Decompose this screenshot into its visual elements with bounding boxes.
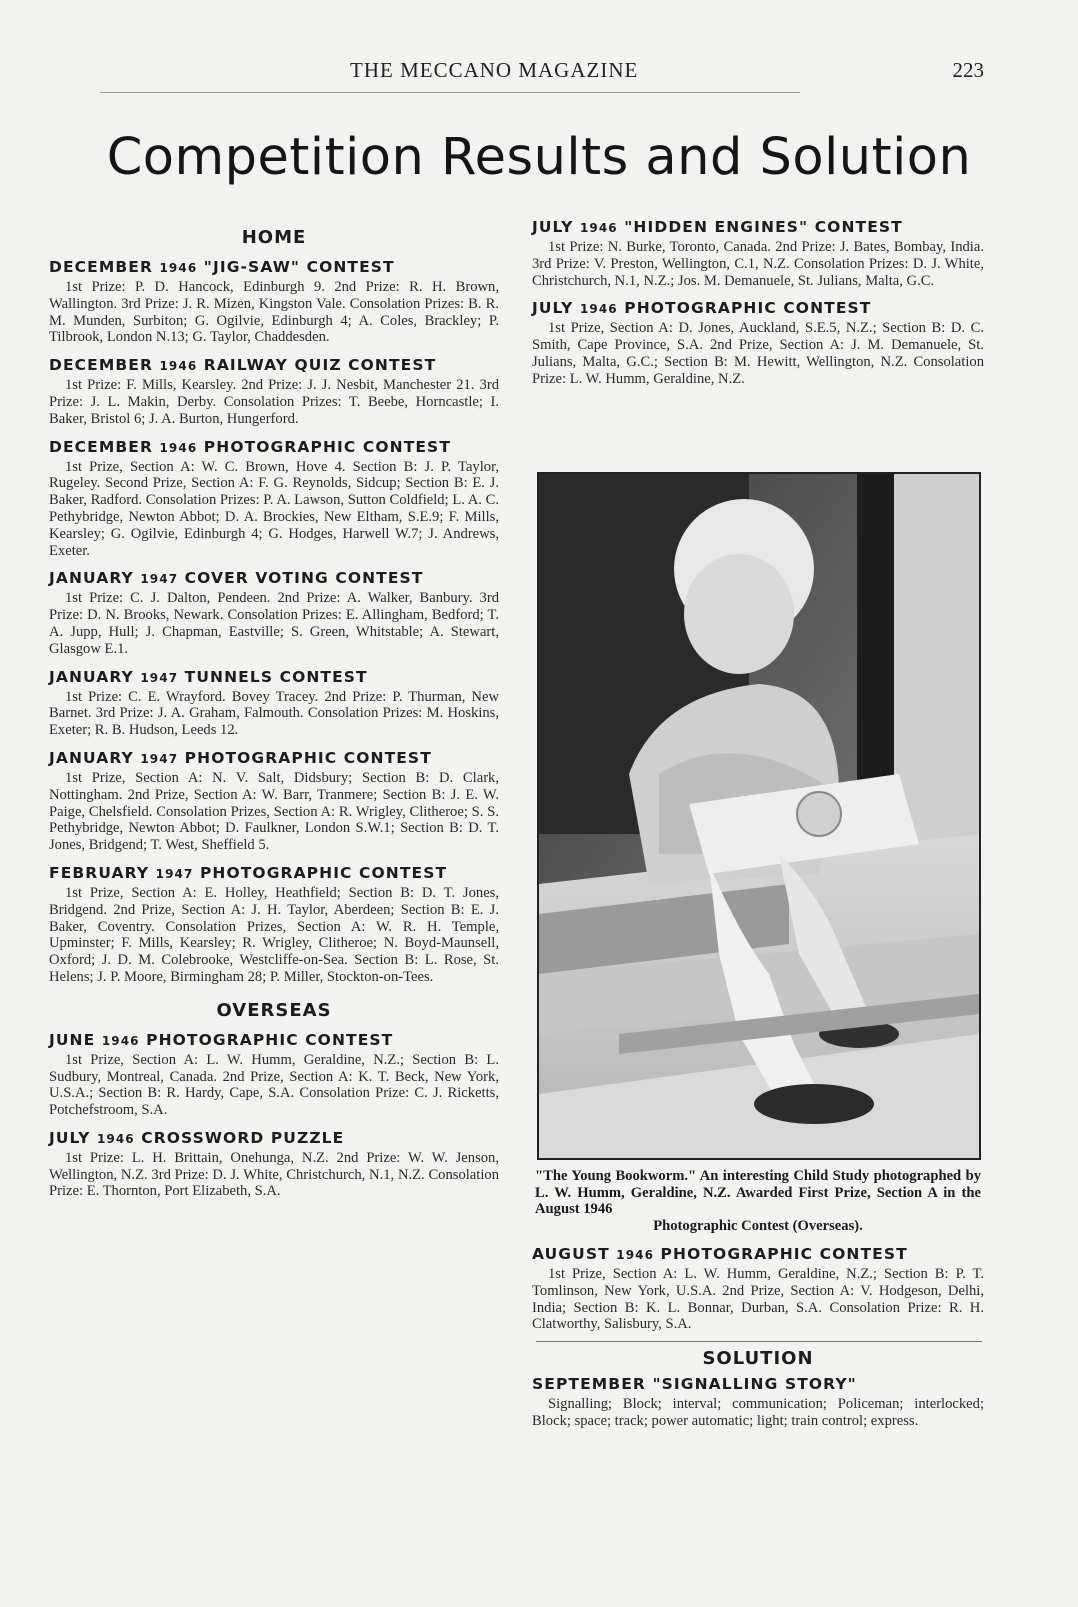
overseas-heading: OVERSEAS — [216, 999, 332, 1021]
contest-results: 1st Prize, Section A: D. Jones, Auckland, S.E.5, N.Z.; Section B: D. C. Smith, Cape Province, S.A. 2nd Prize, Section A: J. M. Demanuele, St. Julians, Malta, G.C.; Section B: M. Hewitt, Wellington, N.Z. Consolation Prize: L. W. Humm, Geraldine, N.Z. — [532, 320, 984, 387]
left-column — [49, 223, 499, 1200]
contest-block — [49, 1031, 499, 1119]
contest-block — [49, 668, 499, 739]
solution-heading: SOLUTION — [702, 1348, 814, 1370]
contest-title: DECEMBER 1946 "JIG-SAW" CONTEST — [49, 258, 395, 276]
contest-block — [49, 356, 499, 427]
right-column — [532, 218, 984, 388]
contest-title: JANUARY 1947 COVER VOTING CONTEST — [49, 569, 424, 588]
contest-results: 1st Prize: C. J. Dalton, Pendeen. 2nd Prize: A. Walker, Banbury. 3rd Prize: D. N. Brooks, Newark. Consolation Prizes: E. Allingham, Bedford; T. A. Jupp, Hull; J. Chapman, Eastville; S. Green, Whitstable; A. Stewart, Glasgow E.1. — [49, 590, 499, 657]
contest-results: 1st Prize: N. Burke, Toronto, Canada. 2nd Prize: J. Bates, Bombay, India. 3rd Prize: V. Preston, Wellington, C.1, N.Z. Consolation Prizes: D. J. White, Christchurch, N.1, N.Z.; Jos. M. Demanuele, St. Julians, Malta, G.C. — [532, 239, 984, 289]
contest-title: FEBRUARY 1947 PHOTOGRAPHIC CONTEST — [49, 863, 448, 882]
contest-results: 1st Prize, Section A: N. V. Salt, Didsbury; Section B: D. Clark, Nottingham. 2nd Prize, Section A: W. Barr, Tranmere; Section B: J. E. W. Paige, Chelsfield. Consolation Prizes, Section A: R. Wrigley, Clitheroe; S. S. Pethybridge, Newton Abbot; D. Faulkner, London S.W.1; Section B: D. T. Jones, Bridgend; T. West, Sheffield 5. — [49, 769, 499, 854]
contest-block — [49, 1129, 499, 1200]
contest-block — [532, 1245, 984, 1333]
contest-title: JULY 1946 CROSSWORD PUZZLE — [49, 1128, 345, 1147]
contest-results: 1st Prize, Section A: L. W. Humm, Geraldine, N.Z.; Section B: P. T. Tomlinson, New York, U.S.A. 2nd Prize, Section A: V. Hodgeson, Delhi, India; Section B: K. L. Bonnar, Durban, S.A. Consolation Prize: R. H. Clatworthy, Salisbury, S.A. — [532, 1266, 984, 1333]
contest-title: JANUARY 1947 TUNNELS CONTEST — [49, 667, 368, 686]
page-title: Competition Results and Solution — [106, 128, 972, 187]
contest-results: 1st Prize, Section A: L. W. Humm, Geraldine, N.Z.; Section B: L. Sudbury, Montreal, Canada. 2nd Prize, Section A: K. T. Beck, New York, U.S.A.; Section B: R. Hardy, Cape, S.A. Consolation Prize: C. J. Ricketts, Potchefstroom, S.A. — [49, 1051, 499, 1119]
contest-title: JULY 1946 "HIDDEN ENGINES" CONTEST — [532, 218, 903, 236]
contest-results: 1st Prize: F. Mills, Kearsley. 2nd Prize: J. J. Nesbit, Manchester 21. 3rd Prize: J. L. Makin, Derby. Consolation Prizes: T. Beebe, Horncastle; I. Baker, Bristol 6; J. A. Burton, Hungerford. — [49, 377, 499, 427]
contest-title: JUNE 1946 PHOTOGRAPHIC CONTEST — [49, 1030, 394, 1049]
photograph-illustration — [539, 474, 979, 1158]
running-head — [0, 58, 1078, 92]
contest-block — [49, 438, 499, 560]
contest-block — [49, 864, 499, 986]
contest-block — [532, 299, 984, 387]
contest-title: DECEMBER 1946 PHOTOGRAPHIC CONTEST — [49, 437, 451, 456]
child-reading-photograph — [537, 472, 981, 1160]
solution-text: Signalling; Block; interval; communication; Policeman; interlocked; Block; space; track; power automatic; light; train control; express. — [532, 1396, 984, 1429]
contest-results: 1st Prize: P. D. Hancock, Edinburgh 9. 2nd Prize: R. H. Brown, Wallington. 3rd Prize: J. R. Mizen, Kingston Vale. Consolation Prizes: B. R. M. Munden, Surbiton; G. Ogilvie, Edinburgh 4; A. Coles, Brackley; P. Tilbrook, London N.13; G. Taylor, Chaddesden. — [49, 279, 499, 346]
section-divider — [536, 1341, 982, 1342]
contest-results: 1st Prize, Section A: E. Holley, Heathfield; Section B: D. T. Jones, Bridgend. 2nd Prize, Section A: J. H. Taylor, Aberdeen; Section B: E. J. Baker, Coventry. Consolation Prizes, Section A: W. R. H. Temple, Upminster; F. Mills, Kearsley; R. Wrigley, Clitheroe; N. Boyd-Maunsell, Oxford; J. D. M. Colebrooke, Westcliffe-on-Sea. Section B: L. Rose, St. Helens; J. P. Moore, Birmingham 28; P. Miller, Stockton-on-Tees. — [49, 884, 499, 985]
contest-results: 1st Prize, Section A: W. C. Brown, Hove 4. Section B: J. P. Taylor, Rugeley. Second Prize, Section A: F. G. Reynolds, Sidcup; Section B: E. J. Baker, Radford. Consolation Prizes: P. A. Lawson, Sutton Coldfield; L. A. C. Pethybridge, Newton Abbot; D. A. Brockies, New Eltham, S.E.9; F. Mills, Kearsley; G. Ogilvie, Edinburgh 4; G. Hodges, Harwell W.7; J. Andrews, Exeter. — [49, 458, 499, 559]
contest-results: 1st Prize: C. E. Wrayford. Bovey Tracey. 2nd Prize: P. Thurman, New Barnet. 3rd Prize: J. A. Graham, Falmouth. Consolation Prizes: M. Hoskins, Exeter; R. B. Hudson, Leeds 12. — [49, 688, 499, 739]
contest-title: JULY 1946 PHOTOGRAPHIC CONTEST — [532, 299, 872, 318]
page-number: 223 — [952, 58, 984, 82]
caption-text: "The Young Bookworm." An interesting Child Study photographed by L. W. Humm, Geraldine, N.Z. Awarded First Prize, Section A in the August 1946 — [535, 1168, 981, 1218]
home-heading: HOME — [241, 227, 307, 248]
contest-block — [49, 749, 499, 854]
photo-caption — [535, 1168, 981, 1234]
magazine-name: THE MECCANO MAGAZINE — [350, 58, 639, 82]
contest-title: JANUARY 1947 PHOTOGRAPHIC CONTEST — [49, 748, 432, 767]
contest-results: 1st Prize: L. H. Brittain, Onehunga, N.Z. 2nd Prize: W. W. Jenson, Wellington, N.Z. 3rd Prize: D. J. White, Christchurch, N.1, N.Z. Consolation Prize: E. Thornton, Port Elizabeth, S.A. — [49, 1149, 499, 1200]
contest-block — [532, 218, 984, 289]
header-rule — [100, 92, 800, 93]
caption-text-end: Photographic Contest (Overseas). — [653, 1217, 863, 1234]
right-column-bottom — [532, 1245, 984, 1430]
contest-title: AUGUST 1946 PHOTOGRAPHIC CONTEST — [532, 1245, 908, 1263]
contest-block — [49, 569, 499, 657]
contest-title: DECEMBER 1946 RAILWAY QUIZ CONTEST — [49, 356, 437, 375]
contest-block — [49, 258, 499, 346]
solution-title: SEPTEMBER "SIGNALLING STORY" — [532, 1375, 857, 1394]
